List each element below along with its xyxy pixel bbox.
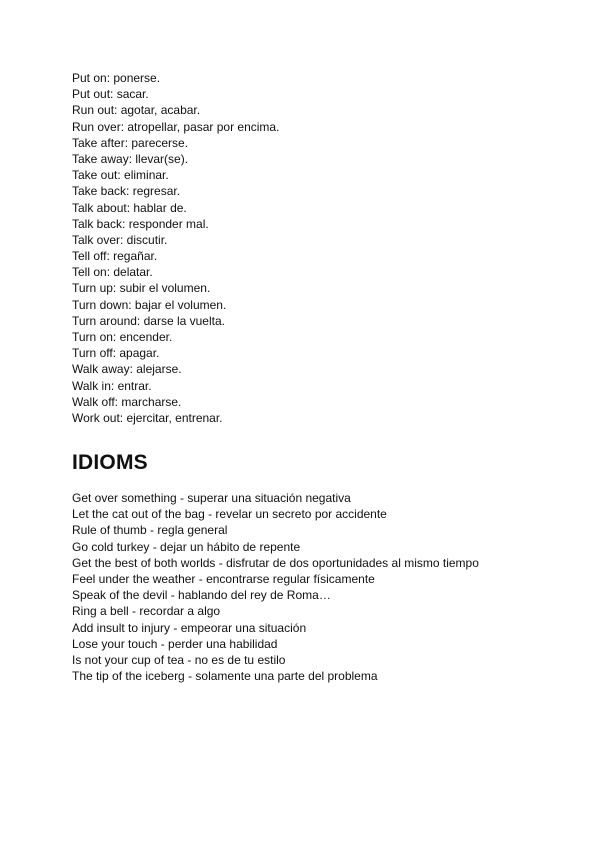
phrasal-verb-item: Talk about: hablar de.	[72, 200, 187, 215]
phrasal-verb-item: Put out: sacar.	[72, 87, 149, 102]
phrasal-verb-item: Tell on: delatar.	[72, 265, 153, 280]
phrasal-verb-item: Put on: ponerse.	[72, 71, 161, 85]
phrasal-verb-item: Take after: parecerse.	[72, 135, 189, 150]
phrasal-verb-list	[72, 70, 542, 426]
idiom-item: Rule of thumb - regla general	[72, 523, 228, 538]
phrasal-verb-item: Turn down: bajar el volumen.	[72, 297, 227, 312]
phrasal-verb-item: Tell off: regañar.	[72, 249, 158, 264]
phrasal-verb-item: Take away: llevar(se).	[72, 151, 189, 166]
phrasal-verb-item: Take back: regresar.	[72, 184, 181, 199]
idiom-item: Is not your cup of tea - no es de tu estilo	[72, 652, 286, 667]
idiom-item: Feel under the weather - encontrarse regular físicamente	[72, 571, 375, 586]
idiom-list	[72, 490, 572, 684]
idiom-item: Lose your touch - perder una habilidad	[72, 636, 278, 651]
phrasal-verb-item: Run out: agotar, acabar.	[72, 103, 201, 118]
idiom-item: Let the cat out of the bag - revelar un secreto por accidente	[72, 507, 387, 522]
phrasal-verb-item: Talk over: discutir.	[72, 232, 168, 247]
phrasal-verb-item: Walk off: marcharse.	[72, 394, 182, 409]
phrasal-verb-item: Turn off: apagar.	[72, 346, 160, 361]
idiom-item: Go cold turkey - dejar un hábito de repente	[72, 539, 301, 554]
idiom-item: The tip of the iceberg - solamente una parte del problema	[72, 669, 378, 684]
idiom-item: Ring a bell - recordar a algo	[72, 604, 221, 619]
idioms-heading: IDIOMS	[72, 451, 148, 474]
idiom-item: Get over something - superar una situación negativa	[72, 491, 351, 505]
phrasal-verb-item: Talk back: responder mal.	[72, 216, 209, 231]
idiom-item: Add insult to injury - empeorar una situación	[72, 620, 307, 635]
phrasal-verb-item: Take out: eliminar.	[72, 168, 169, 183]
idiom-item: Speak of the devil - hablando del rey de Roma…	[72, 588, 331, 603]
phrasal-verb-item: Turn on: encender.	[72, 330, 173, 344]
phrasal-verb-item: Walk away: alejarse.	[72, 362, 182, 377]
phrasal-verb-item: Turn around: darse la vuelta.	[72, 313, 225, 328]
idiom-item: Get the best of both worlds - disfrutar de dos oportunidades al mismo tiempo	[72, 555, 479, 570]
phrasal-verb-item: Walk in: entrar.	[72, 378, 152, 393]
phrasal-verb-item: Run over: atropellar, pasar por encima.	[72, 119, 280, 134]
phrasal-verb-item: Turn up: subir el volumen.	[72, 281, 211, 296]
phrasal-verb-item: Work out: ejercitar, entrenar.	[72, 410, 223, 425]
